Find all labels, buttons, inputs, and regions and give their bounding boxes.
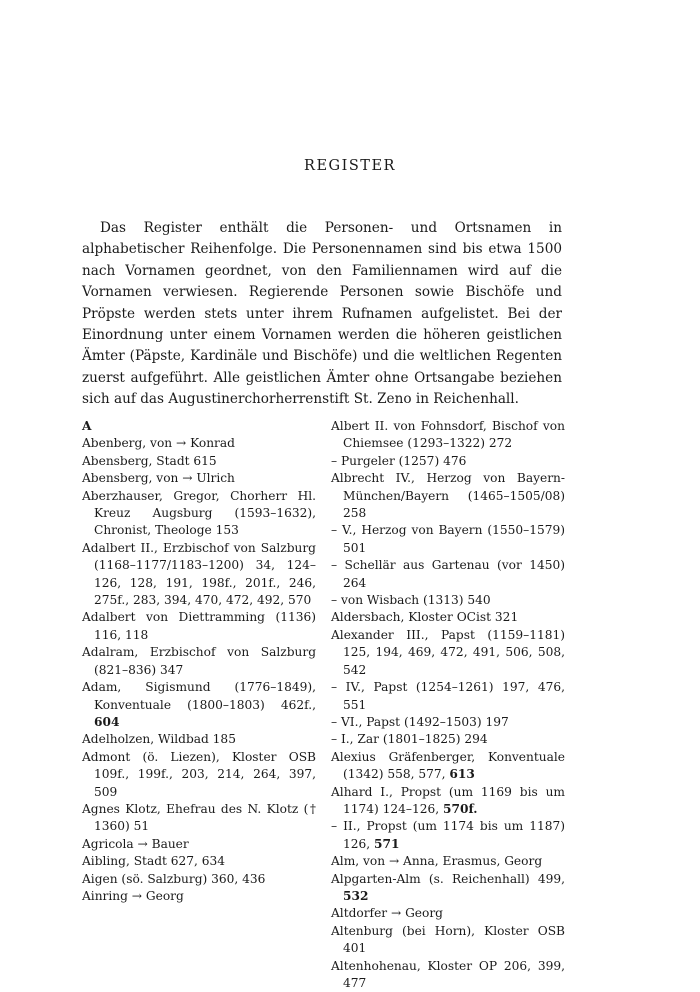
register-entry — [82, 644, 316, 679]
entry-text: Adalbert von Diettramming (1136) 116, 118 — [82, 610, 316, 642]
entry-text: Altdorfer → Georg — [331, 906, 443, 921]
register-entry — [331, 418, 565, 453]
entry-list-right — [331, 418, 565, 992]
register-entry — [331, 592, 565, 609]
register-entry — [331, 679, 565, 714]
entry-text: Albert II. von Fohnsdorf, Bischof von Chiemsee (1293–1322) 272 — [331, 419, 565, 451]
register-entry — [82, 488, 316, 540]
entry-text: Aldersbach, Kloster OCist 321 — [331, 610, 519, 625]
main-page-reference: 570f. — [443, 801, 478, 816]
register-entry — [331, 958, 565, 992]
entry-text: Altenburg (bei Horn), Kloster OSB 401 — [331, 923, 565, 956]
entry-text: – II., Propst (um 1174 bis um 1187) 126, — [331, 819, 565, 851]
register-entry — [331, 470, 565, 522]
register-entry — [82, 836, 316, 853]
intro-paragraph: Das Register enthält die Personen- und Ortsnamen in alphabetischer Reihenfolge. Die Personennamen sind bis etwa 1500 nach Vornamen geordnet, von den Familiennamen wird auf die Vornamen verwiesen. Regierende Personen sowie Bischöfe und Pröpste werden stets unter ihrem Rufnamen aufgelistet. Bei der Einordnung unter einem Vornamen werden die höheren geistlichen Ämter (Päpste, Kardinäle und Bischöfe) und die weltlichen Regenten zuerst aufgeführt. Alle geistlichen Ämter ohne Ortsangabe beziehen sich auf das Augustinerchorherrenstift St. Zeno in Reichenhall. — [82, 220, 562, 408]
entry-text: Ainring → Georg — [82, 888, 184, 903]
entry-text: Agricola → Bauer — [82, 836, 189, 851]
entry-text: – Schellär aus Gartenau (vor 1450) 264 — [331, 558, 565, 590]
register-column-left — [82, 418, 316, 905]
register-entry — [331, 818, 565, 853]
entry-text: – VI., Papst (1492–1503) 197 — [331, 714, 509, 729]
register-entry — [331, 749, 565, 784]
register-entry — [331, 714, 565, 731]
register-entry — [82, 888, 316, 905]
register-column-right — [331, 418, 565, 992]
register-entry — [82, 871, 316, 888]
entry-text: Agnes Klotz, Ehefrau des N. Klotz († 1360) 51 — [82, 801, 316, 834]
entry-text: Alm, von → Anna, Erasmus, Georg — [331, 854, 543, 869]
entry-text: Alhard I., Propst (um 1169 bis um 1174) 124–126, — [331, 784, 565, 816]
register-entry — [331, 557, 565, 592]
entry-text: Adalram, Erzbischof von Salzburg (821–836) 347 — [82, 645, 316, 677]
main-page-reference: 613 — [449, 767, 475, 782]
entry-text: Albrecht IV., Herzog von Bayern-München/Bayern (1465–1505/08) 258 — [331, 471, 565, 521]
register-entry — [331, 731, 565, 748]
main-page-reference: 604 — [94, 714, 120, 729]
main-page-reference: 571 — [374, 836, 400, 851]
entry-text: Alexius Gräfenberger, Konventuale (1342) 558, 577, — [331, 749, 565, 782]
main-page-reference: 532 — [343, 888, 369, 903]
entry-text: Altenhohenau, Kloster OP 206, 399, 477 — [331, 958, 565, 990]
register-entry — [331, 905, 565, 922]
entry-text: Adalbert II., Erzbischof von Salzburg (1168–1177/1183–1200) 34, 124–126, 128, 191, 198f., 201f., 246, 275f., 283, 394, 470, 472, 492, 570 — [82, 540, 316, 608]
register-entry — [82, 679, 316, 731]
entry-text: Abensberg, Stadt 615 — [82, 453, 217, 468]
entry-text: Abensberg, von → Ulrich — [82, 471, 235, 486]
entry-text: Aigen (sö. Salzburg) 360, 436 — [82, 871, 266, 886]
entry-text: – V., Herzog von Bayern (1550–1579) 501 — [331, 523, 565, 555]
section-letter: A — [82, 419, 92, 433]
entry-text: – Purgeler (1257) 476 — [331, 453, 467, 468]
register-entry — [331, 609, 565, 626]
register-entry — [331, 853, 565, 870]
entry-text: Alpgarten-Alm (s. Reichenhall) 499, — [331, 871, 565, 886]
entry-text: Admont (ö. Liezen), Kloster OSB 109f., 199f., 203, 214, 264, 397, 509 — [82, 749, 316, 799]
register-entry — [331, 784, 565, 819]
entry-text: – von Wisbach (1313) 540 — [331, 593, 491, 608]
register-entry — [82, 853, 316, 870]
register-entry — [82, 470, 316, 487]
register-entry — [82, 609, 316, 644]
register-entry — [331, 522, 565, 557]
entry-text: – I., Zar (1801–1825) 294 — [331, 732, 488, 747]
register-entry — [331, 923, 565, 958]
register-entry — [82, 540, 316, 610]
register-entry — [82, 435, 316, 452]
entry-text: Alexander III., Papst (1159–1181) 125, 194, 469, 472, 491, 506, 508, 542 — [331, 627, 565, 677]
entry-text: Aberzhauser, Gregor, Chorherr Hl. Kreuz Augsburg (1593–1632), Chronist, Theologe 153 — [82, 488, 316, 538]
entry-text: – IV., Papst (1254–1261) 197, 476, 551 — [331, 680, 565, 712]
entry-text: Aibling, Stadt 627, 634 — [82, 854, 226, 869]
register-entry — [82, 801, 316, 836]
register-entry — [82, 731, 316, 748]
entry-list-left — [82, 435, 316, 905]
register-entry — [331, 453, 565, 470]
entry-text: Adelholzen, Wildbad 185 — [82, 732, 236, 747]
entry-text: Adam, Sigismund (1776–1849), Konventuale (1800–1803) 462f., — [82, 680, 316, 712]
register-entry — [331, 627, 565, 679]
entry-text: Abenberg, von → Konrad — [82, 436, 235, 451]
page-title: REGISTER — [304, 158, 396, 174]
register-entry — [331, 871, 565, 906]
register-entry — [82, 749, 316, 801]
register-entry — [82, 453, 316, 470]
